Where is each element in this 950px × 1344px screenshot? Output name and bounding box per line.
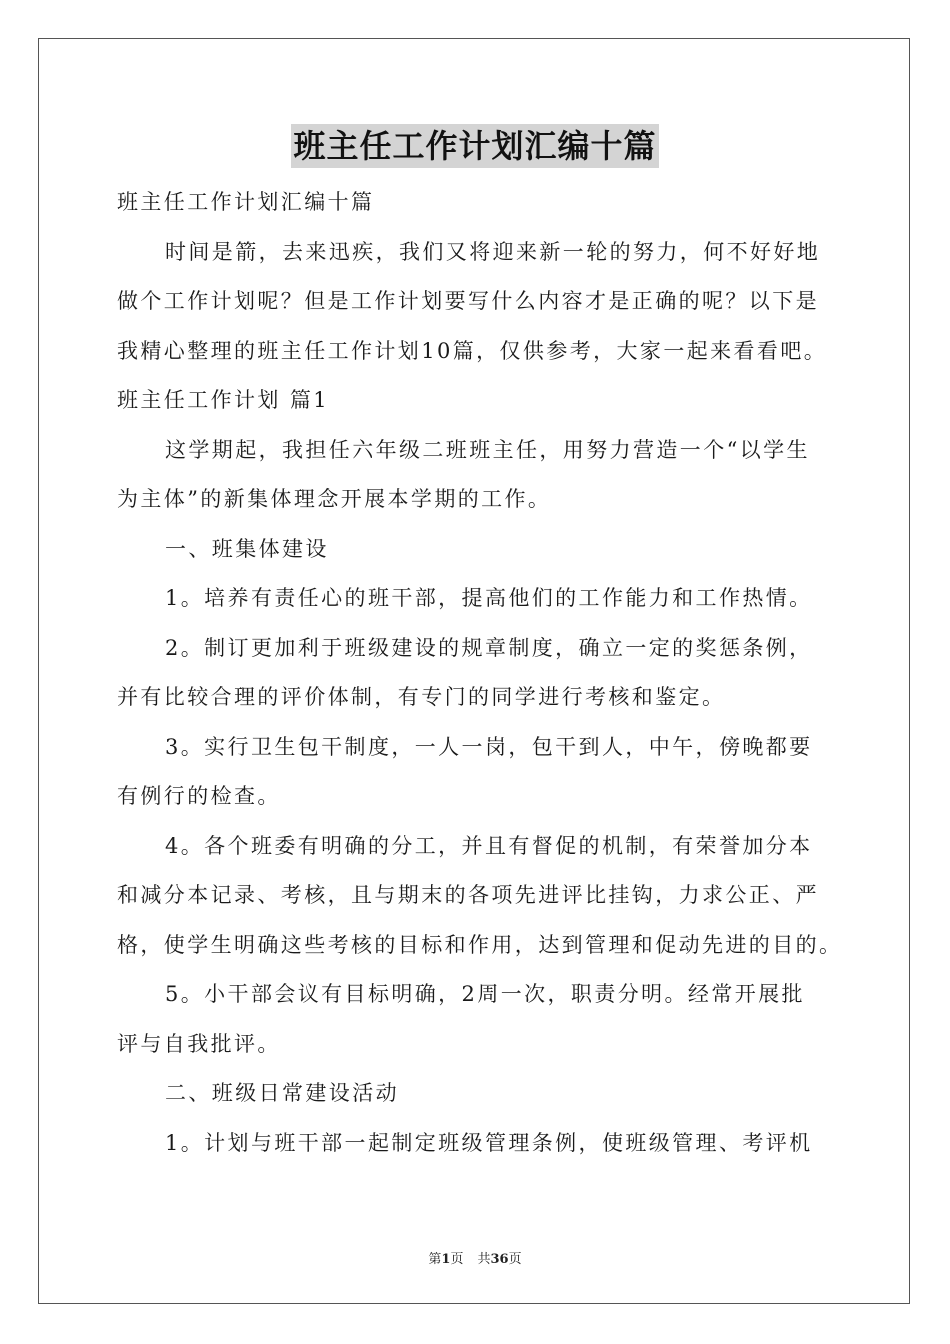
body-line: 这学期起，我担任六年级二班班主任，用努力营造一个“以学生	[165, 437, 810, 462]
document-title: 班主任工作计划汇编十篇	[291, 124, 658, 168]
page-footer	[0, 1248, 950, 1267]
page-label-suffix: 页	[450, 1252, 464, 1267]
body-line: 时间是箭，去来迅疾，我们又将迎来新一轮的努力，何不好好地	[165, 239, 821, 264]
body-line: 班主任工作计划 篇1	[117, 388, 330, 412]
body-line: 一、班集体建设	[165, 536, 329, 561]
body-line: 2。制订更加利于班级建设的规章制度，确立一定的奖惩条例，	[165, 635, 813, 660]
document-body	[117, 178, 843, 1168]
body-line: 并有比较合理的评价体制，有专门的同学进行考核和鉴定。	[117, 685, 726, 709]
body-line: 为主体”的新集体理念开展本学期的工作。	[117, 487, 552, 511]
body-line: 格，使学生明确这些考核的目标和作用，达到管理和促动先进的目的。	[117, 932, 843, 957]
body-line: 1。计划与班干部一起制定班级管理条例，使班级管理、考评机	[165, 1130, 813, 1155]
total-label-prefix: 共	[477, 1252, 491, 1267]
body-line: 有例行的检查。	[117, 784, 281, 808]
body-line: 和减分本记录、考核，且与期末的各项先进评比挂钩，力求公正、严	[117, 883, 819, 907]
body-line: 3。实行卫生包干制度，一人一岗，包干到人，中午，傍晚都要	[165, 734, 813, 759]
body-line: 二、班级日常建设活动	[165, 1081, 399, 1105]
body-line: 5。小干部会议有目标明确，2周一次，职责分明。经常开展批	[165, 982, 805, 1006]
total-label-suffix: 页	[508, 1252, 522, 1267]
body-line: 我精心整理的班主任工作计划10篇，仅供参考，大家一起来看看吧。	[117, 338, 828, 363]
body-line: 1。培养有责任心的班干部，提高他们的工作能力和工作热情。	[165, 586, 813, 610]
body-line: 评与自我批评。	[117, 1031, 281, 1056]
page-label-prefix: 第	[428, 1252, 442, 1267]
body-line: 做个工作计划呢？但是工作计划要写什么内容才是正确的呢？以下是	[117, 289, 819, 313]
page-number: 1	[441, 1252, 451, 1267]
total-pages: 36	[490, 1252, 509, 1267]
body-line: 班主任工作计划汇编十篇	[117, 190, 375, 214]
body-line: 4。各个班委有明确的分工，并且有督促的机制，有荣誉加分本	[165, 833, 813, 858]
title-container	[0, 124, 950, 168]
